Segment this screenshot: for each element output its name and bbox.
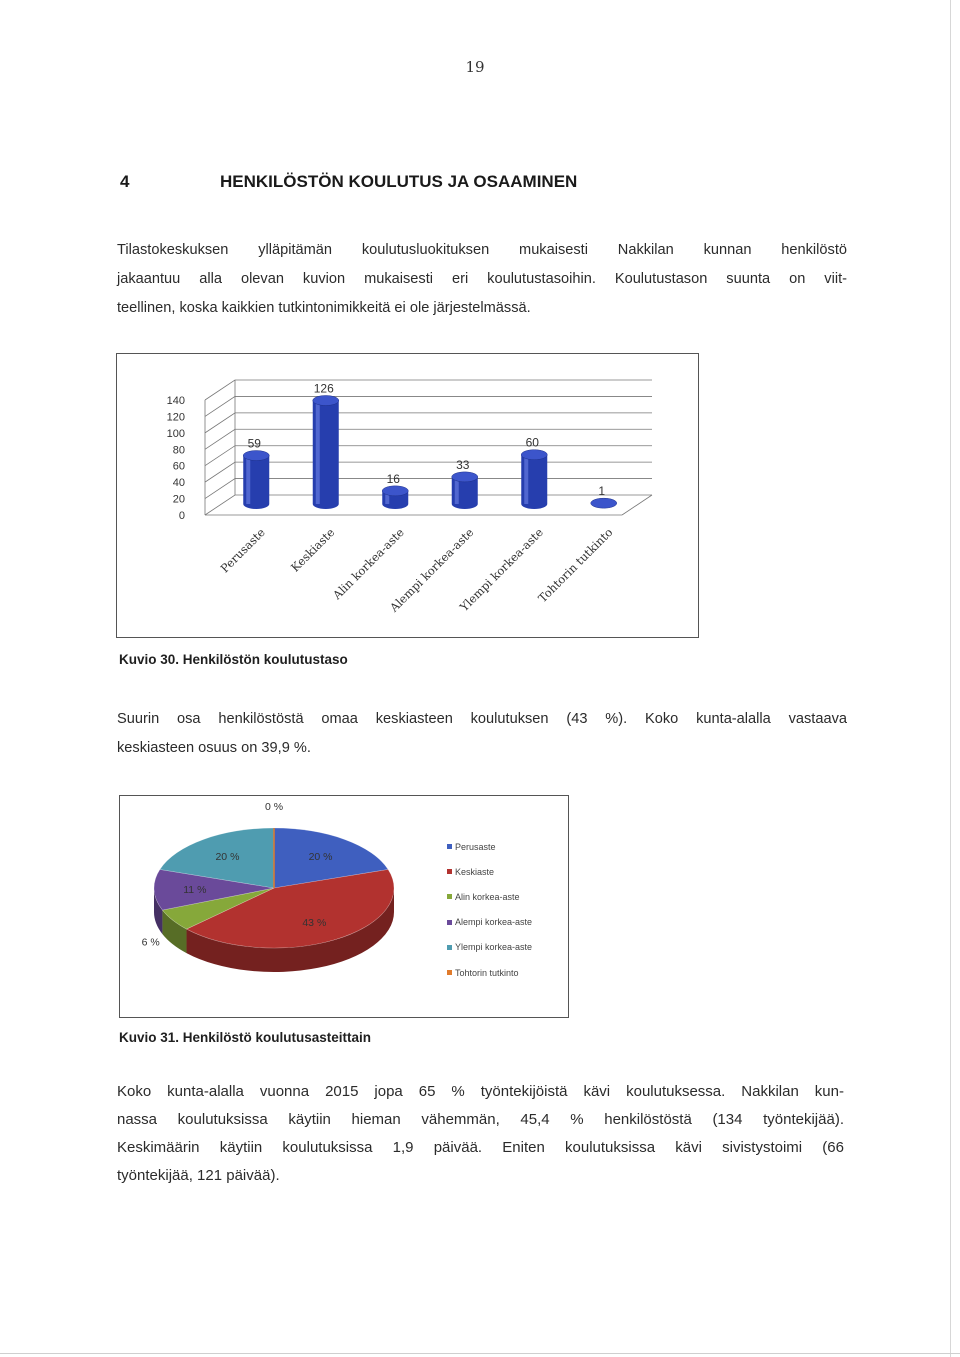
y-tick-label: 0 [178,510,185,522]
legend-label: Tohtorin tutkinto [455,967,519,978]
bar-value-label: 59 [247,436,261,451]
legend-swatch [447,945,452,950]
floor-edge [622,495,652,515]
bar-column [243,451,269,509]
gridline [205,429,652,449]
pie-percentage-label: 20 % [215,850,240,863]
education-level-bar-chart [116,353,699,638]
gridline [205,413,652,433]
legend-swatch [447,869,452,874]
bar-highlight [246,456,250,504]
gridline [205,446,652,466]
figure-31-caption: Kuvio 31. Henkilöstö koulutusasteittain [119,1030,372,1045]
x-category-label: Keskiaste [287,525,338,575]
gridline [205,462,652,482]
pie-percentage-label: 0 % [264,801,284,813]
legend-item [447,935,565,960]
y-tick-label: 120 [166,411,185,424]
legend-swatch [447,844,452,849]
bar-value-label: 126 [313,381,334,396]
paragraph-line: keskiasteen osuus on 39,9 %. [117,740,311,756]
bar-top [243,451,269,461]
gridline [205,396,652,416]
y-tick-label: 100 [166,427,185,440]
paragraph-line: teellinen, koska kaikkien tutkintonimikkeitä ei ole järjestelmässä. [117,300,531,316]
bar-value-label: 1 [598,484,606,499]
legend-label: Ylempi korkea-aste [455,942,533,953]
legend-item [447,859,565,884]
bar-column [313,396,339,510]
paragraph-line: Suurin osa henkilöstöstä omaa keskiasteen koulutuksen (43 %). Koko kunta-alalla vastaava [117,711,847,727]
legend-swatch [447,894,452,899]
section-number: 4 [120,172,130,191]
bar-top [452,472,478,482]
legend-swatch [447,920,452,925]
x-category-label: Perusaste [217,525,268,576]
bar-value-label: 33 [456,457,470,472]
legend-item [447,960,565,985]
pie-percentage-label: 43 % [302,917,327,930]
bar-chart-svg [117,354,700,639]
legend-label: Perusaste [455,841,496,852]
bar-highlight [524,455,528,504]
pie-percentage-label: 6 % [141,936,160,949]
bar-top [313,396,339,406]
page-edge-right [950,0,951,1357]
education-share-pie-chart [119,795,569,1018]
y-tick-label: 20 [172,493,185,506]
paragraph-line: jakaantuu alla olevan kuvion mukaisesti eri koulutustasoihin. Koulutustason suunta on viit- [117,271,847,287]
bar-value-label: 16 [386,471,400,486]
pie-percentage-label: 20 % [308,850,333,863]
y-tick-label: 140 [166,395,185,407]
gridline [205,380,652,400]
intro-paragraph [117,236,847,323]
page-edge-bottom [0,1353,960,1354]
bar-column [591,498,617,508]
y-tick-label: 60 [172,460,185,473]
bar-value-label: 60 [525,435,539,450]
x-category-label: Alin korkea-aste [329,525,407,603]
bar-top [382,486,408,496]
x-category-label: Alempi korkea-aste [386,525,477,615]
training-paragraph [117,1078,844,1190]
paragraph-line: Koko kunta-alalla vuonna 2015 jopa 65 % työntekijöistä kävi koulutuksessa. Nakkilan kun- [117,1083,844,1100]
gridline [205,479,652,499]
x-category-label: Ylempi korkea-aste [456,525,546,615]
y-tick-label: 40 [172,477,185,490]
gridline [205,495,652,515]
y-tick-label: 80 [172,444,185,457]
figure-30-caption: Kuvio 30. Henkilöstön koulutustaso [119,652,348,667]
section-title: HENKILÖSTÖN KOULUTUS JA OSAAMINEN [220,172,578,191]
paragraph-line: nassa koulutuksissa käytiin hieman vähemmän, 45,4 % henkilöstöstä (134 työntekijää). [117,1111,844,1128]
paragraph-line: Keskimäärin käytiin koulutuksissa 1,9 päivää. Eniten koulutuksissa kävi sivistystoimi (66 [117,1139,844,1156]
legend-label: Alempi korkea-aste [455,917,533,928]
bar-column [452,472,478,509]
summary-paragraph [117,705,847,763]
paragraph-line: työntekijää, 121 päivää). [117,1167,280,1184]
bar-column [521,450,547,509]
bar-top [591,498,617,508]
bar-top [521,450,547,460]
paragraph-line: Tilastokeskuksen ylläpitämän koulutusluokituksen mukaisesti Nakkilan kunnan henkilöstö [117,242,847,258]
legend-label: Keskiaste [455,866,495,877]
legend-item [447,834,565,859]
page-number: 19 [465,58,485,76]
legend-label: Alin korkea-aste [455,891,520,902]
pie-percentage-label: 11 % [183,884,207,897]
legend-item [447,884,565,909]
legend-item [447,910,565,935]
bar-highlight [316,401,320,505]
legend-swatch [447,970,452,975]
x-category-label: Tohtorin tutkinto [535,525,616,606]
bar-column [382,486,408,509]
pie-legend [447,834,565,985]
